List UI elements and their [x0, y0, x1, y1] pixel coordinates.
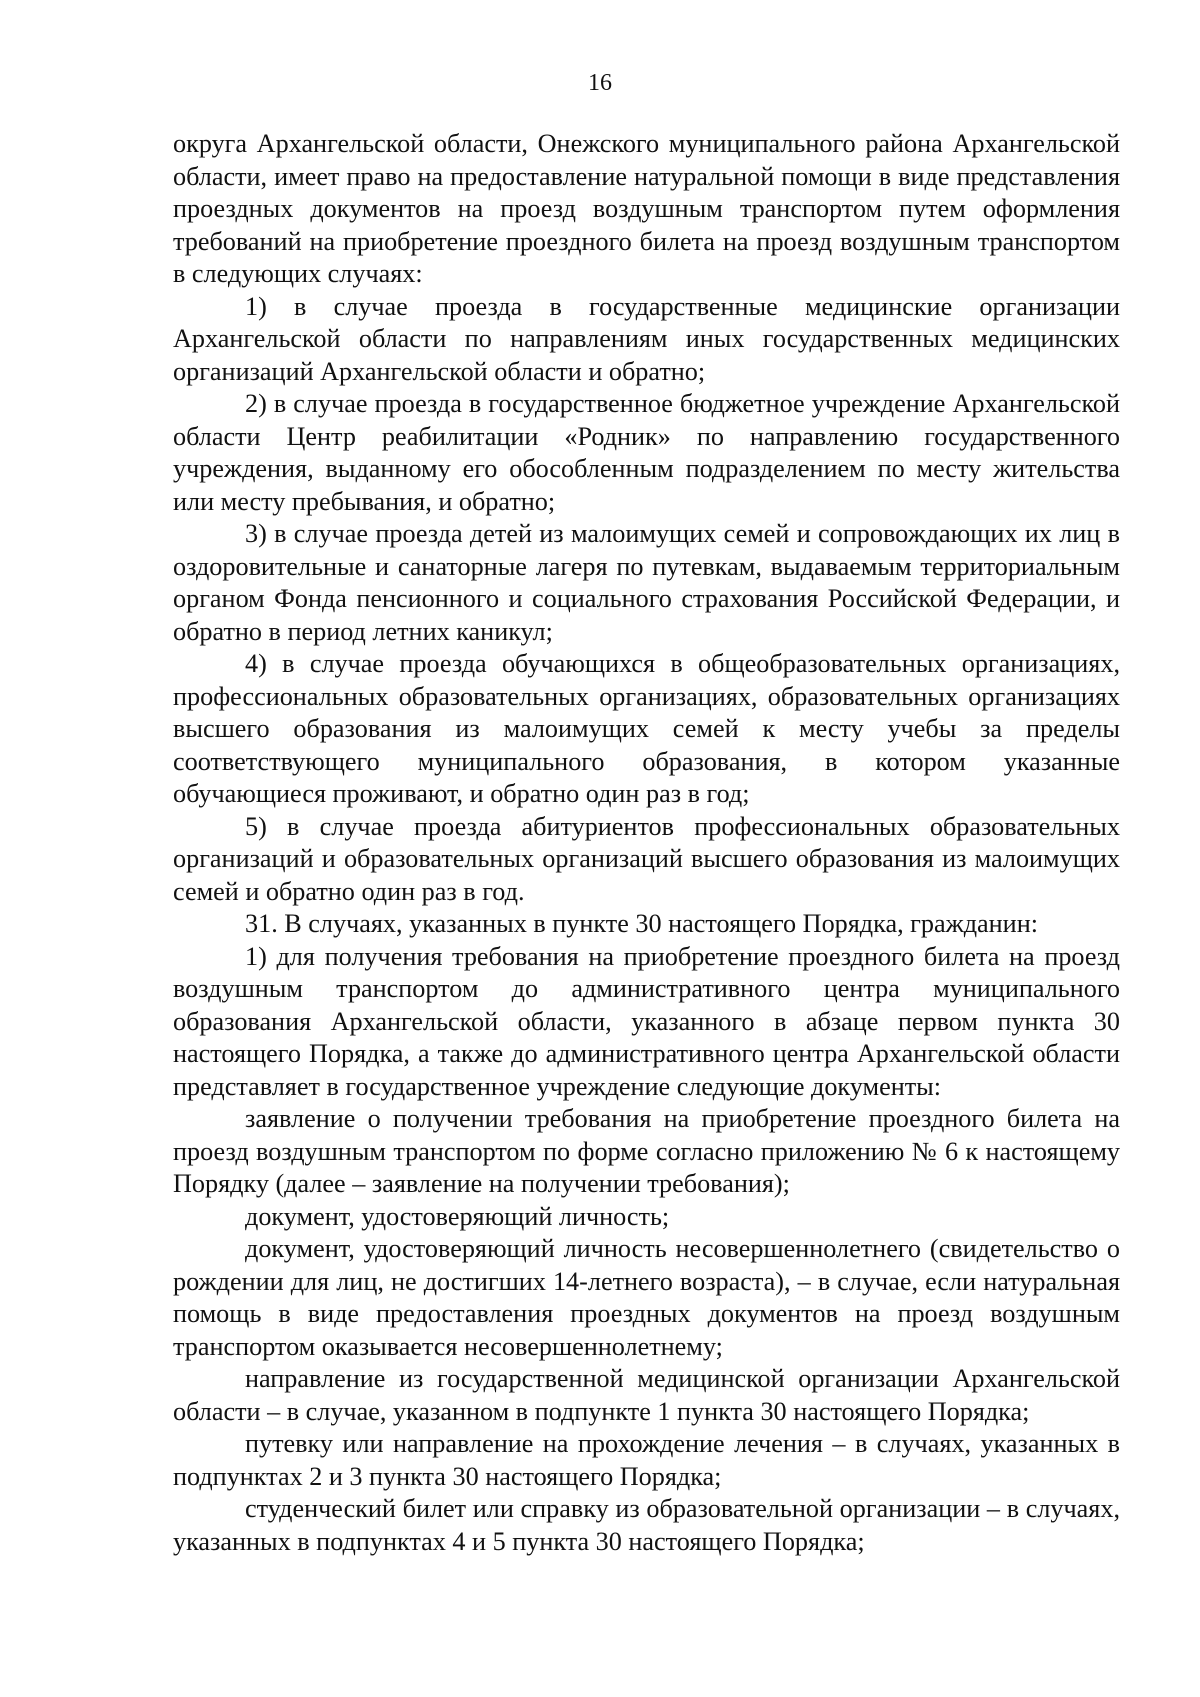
paragraph-document-voucher: путевку или направление на прохождение лечения – в случаях, указанных в подпунктах 2 и 3 пункта 30 настоящего Порядка;: [173, 1429, 1120, 1491]
paragraph-document-application: заявление о получении требования на приобретение проездного билета на проезд воздушным транспортом по форме согласно приложению № 6 к настоящему Порядку (далее – заявление на получении требования);: [173, 1104, 1120, 1198]
paragraph-clause-31: 31. В случаях, указанных в пункте 30 настоящего Порядка, гражданин:: [245, 909, 1038, 938]
paragraph-subitem-2: 2) в случае проезда в государственное бюджетное учреждение Архангельской области Центр реабилитации «Родник» по направлению государственного учреждения, выданному его обособленным подразделением по месту жительства или месту пребывания, и обратно;: [173, 389, 1120, 516]
paragraph-subitem-3: 3) в случае проезда детей из малоимущих семей и сопровождающих их лиц в оздоровительные и санаторные лагеря по путевкам, выдаваемым территориальным органом Фонда пенсионного и социального страхования Российской Федерации, и обратно в период летних каникул;: [173, 519, 1120, 646]
paragraph-subitem-5: 5) в случае проезда абитуриентов профессиональных образовательных организаций и образовательных организаций высшего образования из малоимущих семей и обратно один раз в год.: [173, 811, 1120, 906]
paragraph-clause-31-item-1: 1) для получения требования на приобретение проездного билета на проезд воздушным транспортом до административного центра муниципального образования Архангельской области, указанного в абзаце первом пункта 30 настоящего Порядка, а также до административного центра Архангельской области представляет в государственное учреждение следующие документы:: [173, 941, 1120, 1101]
document-body: [173, 128, 1120, 1558]
paragraph-subitem-4: 4) в случае проезда обучающихся в общеобразовательных организациях, профессиональных образовательных организациях, образовательных организациях высшего образования из малоимущих семей к месту учебы за пределы соответствующего муниципального образования, в котором указанные обучающиеся проживают, и обратно один раз в год;: [173, 649, 1120, 808]
paragraph-document-student-card: студенческий билет или справку из образовательной организации – в случаях, указанных в подпунктах 4 и 5 пункта 30 настоящего Порядка;: [173, 1494, 1120, 1556]
paragraph-document-id: документ, удостоверяющий личность;: [245, 1201, 670, 1231]
paragraph-document-minor-id: документ, удостоверяющий личность несовершеннолетнего (свидетельство о рождении для лиц, не достигших 14-летнего возраста), – в случае, если натуральная помощь в виде предоставления проездных документов на проезд воздушным транспортом оказывается несовершеннолетнему;: [173, 1234, 1120, 1361]
paragraph-subitem-1: 1) в случае проезда в государственные медицинские организации Архангельской области по направлениям иных государственных медицинских организаций Архангельской области и обратно;: [173, 291, 1120, 386]
page-number: 16: [588, 70, 612, 96]
paragraph-document-medical-referral: направление из государственной медицинской организации Архангельской области – в случае, указанном в подпункте 1 пункта 30 настоящего Порядка;: [173, 1364, 1120, 1426]
paragraph-continuation: округа Архангельской области, Онежского муниципального района Архангельской области, имеет право на предоставление натуральной помощи в виде представления проездных документов на проезд воздушным транспортом путем оформления требований на приобретение проездного билета на проезд воздушным транспортом в следующих случаях:: [173, 129, 1120, 288]
